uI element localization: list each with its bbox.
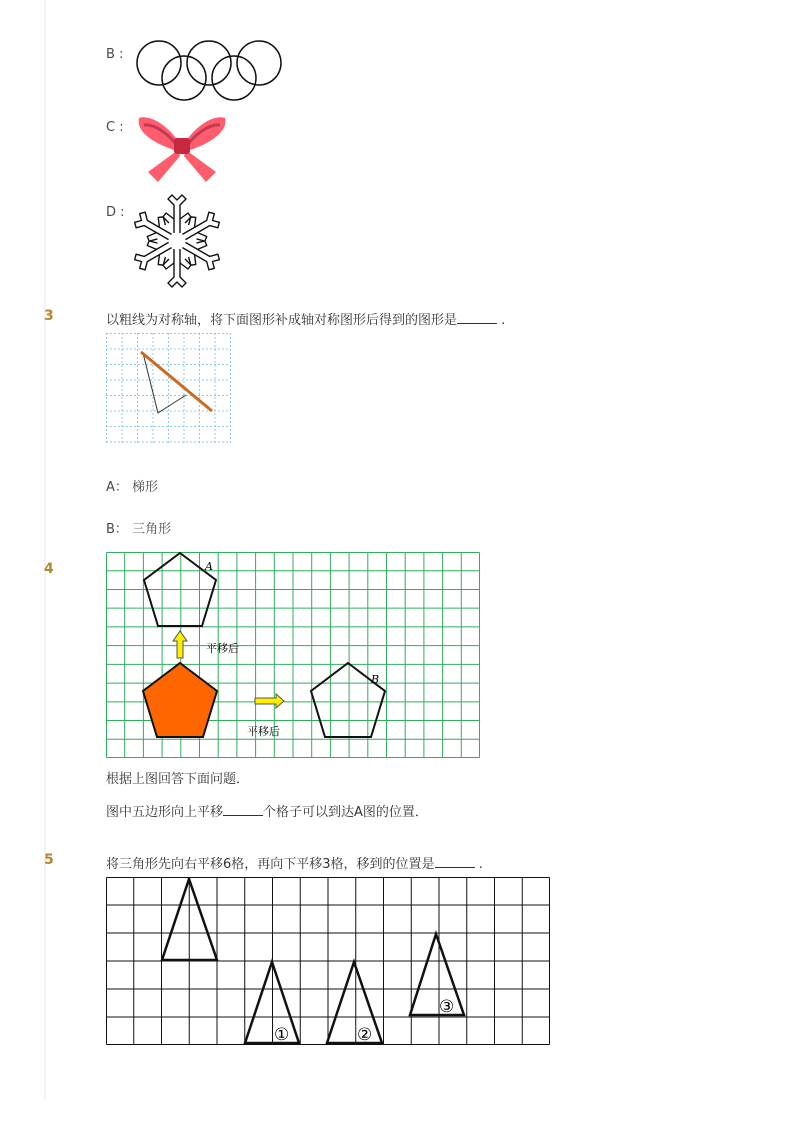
bow-figure [134,110,230,188]
arrow-up-label: 平移后 [206,642,239,655]
triangle-3 [410,934,464,1015]
mark-3: ③ [439,997,455,1017]
q3-option-a-label: A： [106,480,128,495]
margin-line [44,0,46,1100]
snowflake-figure [134,193,220,289]
question-3-number: 3 [44,308,54,324]
question-4-number: 4 [44,561,54,577]
answer-blank[interactable] [223,803,263,816]
pentagon-original [143,663,217,737]
q5-grid-figure [106,877,550,1047]
question-5-text [106,853,483,872]
option-d-label: D : [106,205,125,220]
q3-option-b[interactable] [106,518,171,537]
question-3-period: . [501,313,506,328]
mark-1: ① [274,1025,290,1045]
answer-blank[interactable] [457,311,497,324]
label-b: B [371,673,380,686]
question-3-text [106,309,505,328]
symmetry-axis [141,352,212,411]
q4-instruction: 根据上图回答下面问题． [106,772,250,787]
q4-grid-figure [106,552,480,758]
option-b-label: B : [106,47,124,62]
label-a: A [205,560,213,573]
olympic-rings-figure [134,38,284,102]
q3-option-a[interactable] [106,476,158,495]
q3-option-b-value: 三角形 [132,522,172,537]
arrow-right-icon [255,694,284,708]
option-c-label: C : [106,120,124,135]
q3-option-b-label: B： [106,522,128,537]
triangle-2 [327,962,382,1043]
q3-grid-figure [106,333,232,447]
question-5-stem: 将三角形先向右平移6格，再向下平移3格，移到的位置是 [106,857,435,872]
arrow-right-label: 平移后 [247,725,280,738]
mark-2: ② [357,1025,373,1045]
q4-question-post: 个格子可以到达A图的位置． [263,805,428,820]
arrow-up-icon [173,631,187,658]
question-3-stem: 以粗线为对称轴，将下面图形补成轴对称图形后得到的图形是 [106,313,458,328]
question-5-period: . [478,857,483,872]
q4-question-pre: 图中五边形向上平移 [106,805,224,820]
q4-question [106,801,428,820]
question-5-number: 5 [44,852,54,868]
q3-option-a-value: 梯形 [132,480,159,495]
answer-blank[interactable] [435,855,475,868]
